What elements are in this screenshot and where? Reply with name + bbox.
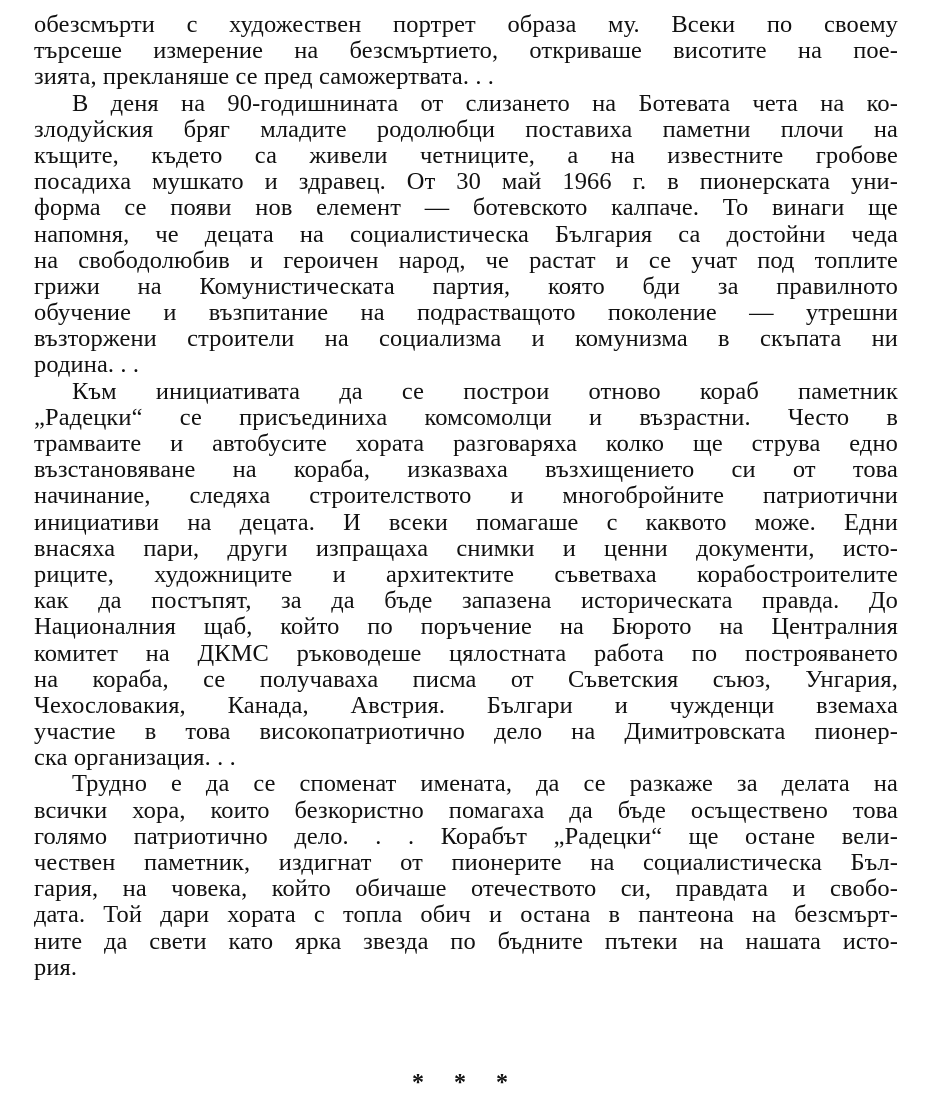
text-line: родина. . . — [34, 352, 140, 379]
text-line: форма се появи нов елемент — ботевското калпаче. То винаги ще — [34, 195, 898, 222]
section-separator: * * * — [412, 1070, 520, 1096]
text-line: обезсмърти с художествен портрет образа му. Всеки по своему — [34, 12, 898, 38]
text-line: рия. — [34, 954, 78, 981]
text-line: всички хора, които безкористно помагаха да бъде осъществено това — [34, 797, 898, 824]
text-body — [34, 12, 898, 981]
text-line: напомня, че децата на социалистическа България са достойни чеда — [34, 221, 898, 248]
text-line: грижи на Комунистическата партия, която бди за правилното — [34, 273, 898, 300]
text-line: Към инициативата да се построи отново кораб паметник — [72, 378, 898, 405]
text-line: „Радецки“ се присъединиха комсомолци и възрастни. Често в — [34, 404, 898, 431]
text-line: голямо патриотично дело. . . Корабът „Радецки“ ще остане вели- — [34, 823, 898, 850]
paragraph — [34, 771, 898, 981]
text-line: трамваите и автобусите хората разговаряха колко ще струва едно — [34, 431, 898, 457]
text-line: как да постъпят, за да бъде запазена историческата правда. До — [34, 588, 898, 615]
text-line: риците, художниците и архитектите съветваха корабостроителите — [34, 561, 898, 588]
text-line: злодуйския бряг младите родолюбци поставиха паметни плочи на — [34, 116, 898, 143]
text-line: на кораба, се получаваха писма от Съветския съюз, Унгария, — [34, 666, 898, 693]
text-line: чествен паметник, издигнат от пионерите на социалистическа Бъл- — [34, 850, 898, 876]
text-line: обучение и възпитание на подрастващото поколение — утрешни — [34, 300, 898, 327]
paragraph — [34, 91, 898, 379]
text-line: зията, прекланяше се пред саможертвата. . . — [34, 64, 495, 91]
text-line: начинание, следяха строителството и многобройните патриотични — [34, 483, 898, 510]
text-line: внасяха пари, други изпращаха снимки и ценни документи, исто- — [34, 535, 898, 562]
text-line: възторжени строители на социализма и комунизма в скъпата ни — [34, 326, 898, 353]
text-line: ска организация. . . — [34, 745, 236, 772]
paragraph — [34, 379, 898, 772]
paragraph — [34, 12, 898, 91]
text-line: Националния щаб, който по поръчение на Бюрото на Централния — [34, 614, 898, 641]
text-line: Трудно е да се споменат имената, да се разкаже за делата на — [72, 771, 898, 798]
text-line: комитет на ДКМС ръководеше цялостната работа по построяването — [34, 640, 898, 667]
text-line: търсеше измерение на безсмъртието, откриваше висотите на поe- — [34, 38, 898, 65]
text-line: на свободолюбив и героичен народ, че растат и се учат под топлите — [34, 247, 898, 274]
text-line: къщите, където са живели четниците, а на известните гробове — [34, 142, 898, 169]
text-line: ните да свети като ярка звезда по бъдните пътеки на нашата исто- — [34, 928, 898, 955]
text-line: гария, на човека, който обичаше отечеството си, правдата и свобо- — [34, 876, 898, 903]
text-line: участие в това високопатриотично дело на Димитровската пионер- — [34, 719, 898, 746]
text-line: дата. Той дари хората с топла обич и остана в пантеона на безсмърт- — [34, 902, 898, 929]
text-line: Чехословакия, Канада, Австрия. Българи и чужденци вземаха — [34, 692, 898, 719]
text-line: В деня на 90-годишнината от слизането на Ботевата чета на ко- — [72, 90, 898, 117]
text-line: инициативи на децата. И всеки помагаше с каквото може. Едни — [34, 509, 898, 536]
text-line: възстановяване на кораба, изказваха възхищението си от това — [34, 457, 898, 484]
text-line: посадиха мушкато и здравец. От 30 май 1966 г. в пионерската уни- — [34, 169, 898, 196]
